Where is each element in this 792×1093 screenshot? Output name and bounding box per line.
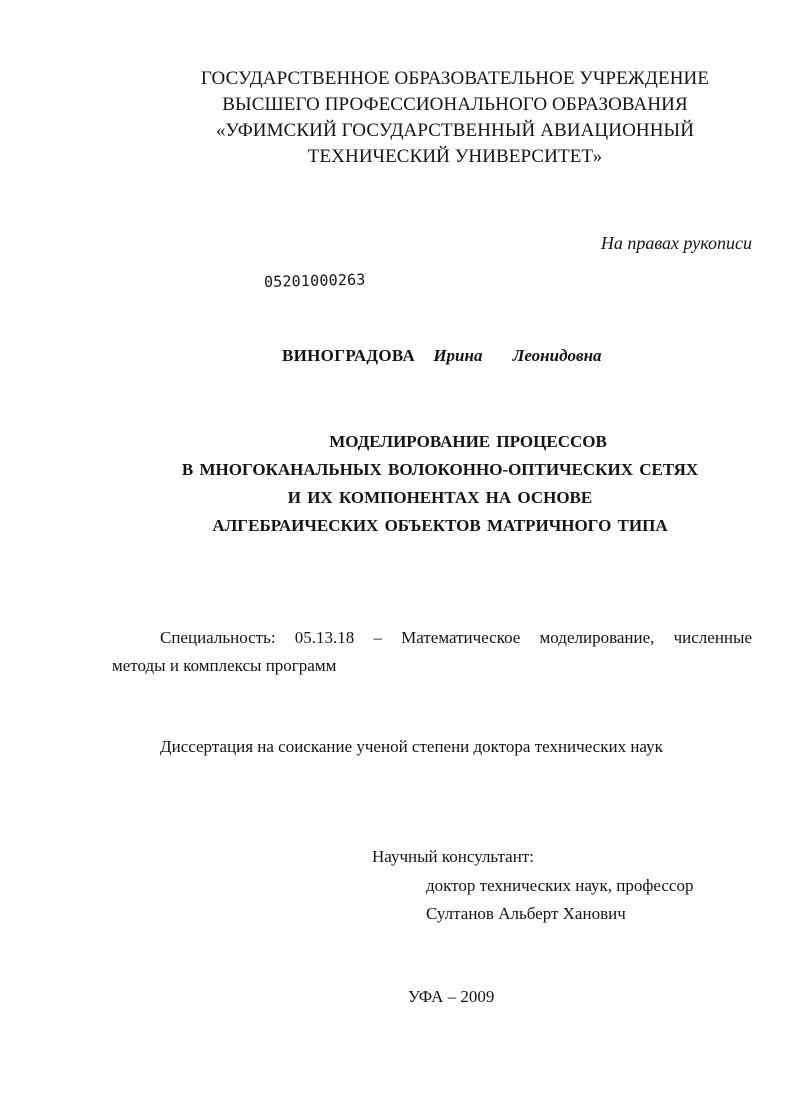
institution-line-2: ВЫСШЕГО ПРОФЕССИОНАЛЬНОГО ОБРАЗОВАНИЯ [222, 94, 688, 115]
title-line-2: В МНОГОКАНАЛЬНЫХ ВОЛОКОННО-ОПТИЧЕСКИХ СЕТЯХ [181, 460, 699, 479]
consultant-label: Научный консультант: [372, 847, 534, 866]
institution-line-3: «УФИМСКИЙ ГОСУДАРСТВЕННЫЙ АВИАЦИОННЫЙ [215, 120, 695, 141]
specialty-line-2: методы и комплексы программ [112, 656, 337, 675]
institution-line-1: ГОСУДАРСТВЕННОЕ ОБРАЗОВАТЕЛЬНОЕ УЧРЕЖДЕНИЕ [200, 68, 710, 89]
institution-line-4: ТЕХНИЧЕСКИЙ УНИВЕРСИТЕТ» [307, 146, 603, 167]
specialty-block [112, 624, 752, 680]
author-given-name: Ирина [433, 346, 483, 365]
title-line-1: МОДЕЛИРОВАНИЕ ПРОЦЕССОВ [329, 432, 607, 451]
institution-header [110, 66, 792, 170]
dissertation-type: Диссертация на соискание ученой степени доктора технических наук [160, 737, 663, 756]
title-line-4: АЛГЕБРАИЧЕСКИХ ОБЪЕКТОВ МАТРИЧНОГО ТИПА [212, 516, 668, 535]
consultant-degree: доктор технических наук, профессор [426, 876, 694, 895]
city-year: УФА – 2009 [408, 987, 495, 1006]
consultant-name: Султанов Альберт Ханович [426, 904, 626, 923]
author-surname: ВИНОГРАДОВА [282, 346, 416, 365]
registration-stamp: 05201000263 [263, 270, 366, 291]
specialty-line-1: Специальность: 05.13.18 – Математическое моделирование, численные [160, 628, 752, 647]
dissertation-title [130, 428, 750, 540]
title-line-3: И ИХ КОМПОНЕНТАХ НА ОСНОВЕ [287, 488, 593, 507]
author-patronymic: Леонидовна [512, 346, 602, 365]
rights-note: На правах рукописи [600, 233, 752, 253]
author-name [282, 346, 602, 366]
